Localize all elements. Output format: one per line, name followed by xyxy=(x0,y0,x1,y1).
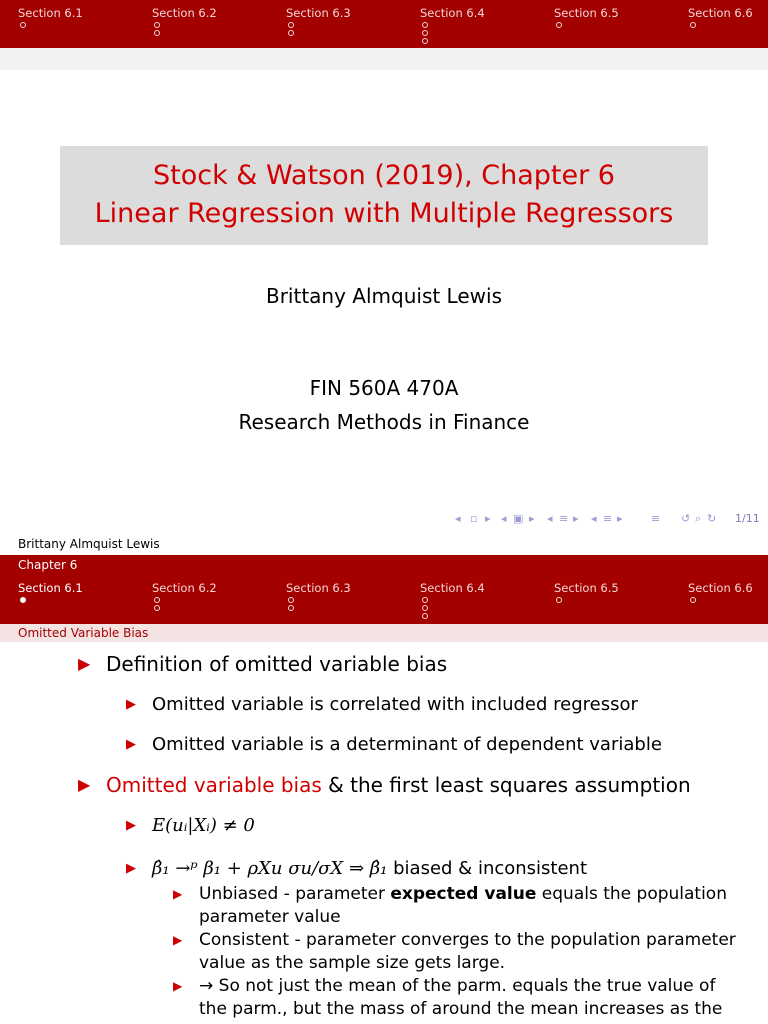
subsection-dot[interactable] xyxy=(154,22,160,28)
bullet-l1 xyxy=(78,652,447,676)
subsection-dot[interactable] xyxy=(288,597,294,603)
nav-section-6-1[interactable] xyxy=(18,7,83,28)
slide2-section-navbar xyxy=(0,555,768,624)
nav-section-6-1[interactable] xyxy=(18,582,83,603)
subsection-dot[interactable] xyxy=(690,597,696,603)
author-name: Brittany Almquist Lewis xyxy=(265,284,502,308)
nav-section-6-3[interactable] xyxy=(286,582,351,611)
frame-title: Omitted Variable Bias xyxy=(18,626,149,640)
nav-section-label: Section 6.1 xyxy=(18,6,83,20)
subsection-dot[interactable] xyxy=(422,605,428,611)
subsection-dot[interactable] xyxy=(288,30,294,36)
chapter-label: Chapter 6 xyxy=(18,558,78,572)
bullet-text: Omitted variable is a determinant of dependent variable xyxy=(152,734,662,755)
nav-section-label: Section 6.4 xyxy=(420,6,485,20)
section-icon[interactable]: ≡ xyxy=(559,512,569,525)
bullet-l2 xyxy=(126,858,587,879)
search-forward-icon[interactable]: ↻ xyxy=(707,512,717,525)
subsection-dot[interactable] xyxy=(422,597,428,603)
nav-section-label: Section 6.1 xyxy=(18,581,83,595)
subsection-dot[interactable] xyxy=(422,30,428,36)
document-icon[interactable]: ≡ xyxy=(603,512,613,525)
subsection-dot[interactable] xyxy=(422,22,428,28)
subsection-dot[interactable] xyxy=(154,597,160,603)
nav-section-label: Section 6.5 xyxy=(554,581,619,595)
frame-title-bar xyxy=(0,624,768,642)
bullet-arrow-icon: ▶ xyxy=(173,979,183,993)
subsection-dot[interactable] xyxy=(288,22,294,28)
bullet-arrow-icon: ▶ xyxy=(173,933,183,947)
bullet-l2 xyxy=(126,815,255,836)
bullet-text: & the first least squares assumption xyxy=(321,773,691,797)
bullet-arrow-icon: ▶ xyxy=(78,654,91,673)
bullet-text: Omitted variable is correlated with included regressor xyxy=(152,694,638,715)
nav-section-6-4[interactable] xyxy=(420,7,485,44)
bullet-arrow-icon: ▶ xyxy=(126,737,136,752)
bullet-l3 xyxy=(173,976,715,996)
bullet-l1 xyxy=(78,773,691,797)
bullet-highlight: Omitted variable bias xyxy=(106,773,322,797)
subsection-dot[interactable] xyxy=(556,22,562,28)
math-expression: E(uᵢ|Xᵢ) ≠ 0 xyxy=(152,815,255,836)
title-line-1: Stock & Watson (2019), Chapter 6 xyxy=(153,160,615,191)
subsection-dot[interactable] xyxy=(20,22,26,28)
bullet-text: Definition of omitted variable bias xyxy=(106,652,448,676)
bullet-bold: expected value xyxy=(390,884,537,904)
nav-section-6-4[interactable] xyxy=(420,582,485,619)
nav-section-label: Section 6.6 xyxy=(688,581,753,595)
nav-section-6-5[interactable] xyxy=(554,7,619,28)
nav-section-label: Section 6.6 xyxy=(688,6,753,20)
nav-section-label: Section 6.2 xyxy=(152,6,217,20)
bullet-l3 xyxy=(173,884,727,904)
bullet-l2 xyxy=(126,734,662,755)
nav-section-label: Section 6.5 xyxy=(554,6,619,20)
subsection-dot[interactable] xyxy=(154,30,160,36)
bullet-arrow-icon: ▶ xyxy=(126,861,136,876)
search-icon[interactable]: ⌕ xyxy=(695,512,702,525)
nav-prev-subsection-icon[interactable]: ◂ xyxy=(501,512,507,525)
bullet-continuation: value as the sample size gets large. xyxy=(199,953,506,973)
nav-section-6-6[interactable] xyxy=(688,582,753,603)
bullet-text: → So not just the mean of the parm. equals the true value of xyxy=(199,976,716,996)
subsection-dot[interactable] xyxy=(422,38,428,44)
slide1-section-navbar xyxy=(0,0,768,48)
subsection-dot[interactable] xyxy=(422,613,428,619)
nav-next-frame-icon[interactable]: ▸ xyxy=(485,512,491,525)
subsection-dot[interactable] xyxy=(154,605,160,611)
nav-section-label: Section 6.4 xyxy=(420,581,485,595)
bullet-text: biased & inconsistent xyxy=(387,858,588,879)
nav-next-subsection-icon[interactable]: ▸ xyxy=(529,512,535,525)
nav-section-6-6[interactable] xyxy=(688,7,753,28)
nav-prev-frame-icon[interactable]: ◂ xyxy=(455,512,461,525)
bullet-continuation: the parm., but the mass of around the mean increases as the xyxy=(199,999,723,1019)
nav-section-6-3[interactable] xyxy=(286,7,351,36)
nav-section-6-2[interactable] xyxy=(152,582,217,611)
slide2-author: Brittany Almquist Lewis xyxy=(18,537,160,551)
subsection-icon[interactable]: ▣ xyxy=(513,512,524,525)
math-expression: β̂₁ →ᵖ β₁ + ρXu σu/σX ⇒ β̂₁ xyxy=(152,858,388,879)
subsection-dot[interactable] xyxy=(288,605,294,611)
nav-prev-section-icon[interactable]: ◂ xyxy=(547,512,553,525)
beamer-navigation-symbols xyxy=(455,512,765,528)
title-box xyxy=(60,146,708,245)
bullet-arrow-icon: ▶ xyxy=(173,887,183,901)
subsection-dot[interactable] xyxy=(556,597,562,603)
title-line-2: Linear Regression with Multiple Regressors xyxy=(94,198,674,229)
nav-section-label: Section 6.3 xyxy=(286,581,351,595)
bullet-continuation: parameter value xyxy=(199,907,341,927)
subsection-dot[interactable] xyxy=(690,22,696,28)
bullet-arrow-icon: ▶ xyxy=(78,775,91,794)
appendix-icon[interactable]: ≡ xyxy=(651,512,661,525)
frame-icon[interactable]: ▫ xyxy=(470,512,478,525)
nav-section-label: Section 6.2 xyxy=(152,581,217,595)
search-back-icon[interactable]: ↺ xyxy=(681,512,691,525)
nav-next-section-icon[interactable]: ▸ xyxy=(573,512,579,525)
page-counter: 1/11 xyxy=(735,512,760,525)
bullet-text: Consistent - parameter converges to the population parameter xyxy=(199,930,736,950)
nav-section-6-2[interactable] xyxy=(152,7,217,36)
bullet-l3 xyxy=(173,930,736,950)
bullet-arrow-icon: ▶ xyxy=(126,697,136,712)
nav-next-doc-icon[interactable]: ▸ xyxy=(617,512,623,525)
bullet-text: Unbiased - parameter xyxy=(199,884,391,904)
nav-section-6-5[interactable] xyxy=(554,582,619,603)
nav-section-label: Section 6.3 xyxy=(286,6,351,20)
nav-prev-doc-icon[interactable]: ◂ xyxy=(591,512,597,525)
subsection-bar xyxy=(0,48,768,70)
subsection-dot-active[interactable] xyxy=(20,597,26,603)
bullet-text: equals the population xyxy=(536,884,727,904)
bullet-l2 xyxy=(126,694,638,715)
bullet-arrow-icon: ▶ xyxy=(126,818,136,833)
course-code: FIN 560A 470A xyxy=(309,376,459,400)
course-title: Research Methods in Finance xyxy=(238,410,530,434)
